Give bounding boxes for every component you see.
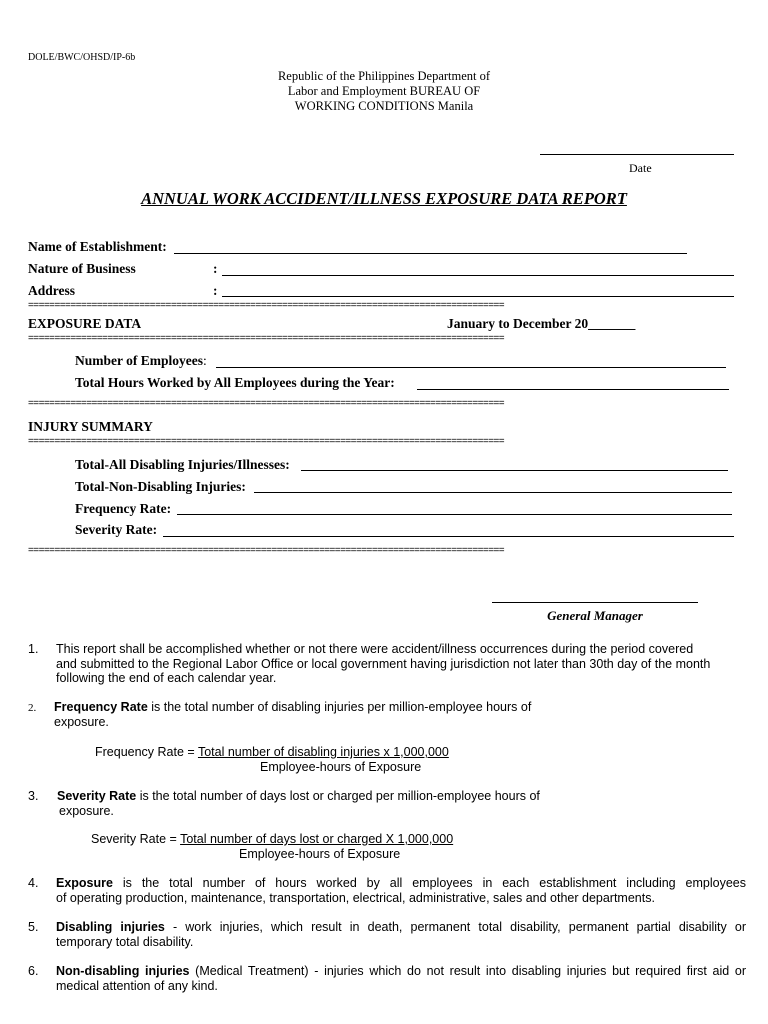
note-5-term: Disabling injuries — [56, 920, 165, 934]
note-6-number: 6. — [28, 964, 39, 978]
severity-formula-denominator: Employee-hours of Exposure — [239, 847, 401, 861]
note-4 — [56, 876, 746, 905]
note-3-number: 3. — [28, 789, 39, 803]
agency-line-2: Labor and Employment BUREAU OF — [287, 84, 481, 98]
frequency-rate-label: Frequency Rate: — [75, 501, 172, 516]
address-field[interactable] — [222, 296, 734, 297]
note-1-line-2: and submitted to the Regional Labor Office or local government having jurisdiction not later than 30th day of the month — [56, 656, 711, 671]
signature-field[interactable] — [492, 602, 698, 603]
injury-summary-heading: INJURY SUMMARY — [28, 419, 153, 434]
note-1-line-3: following the end of each calendar year. — [56, 671, 277, 685]
non-disabling-injuries-field[interactable] — [254, 492, 732, 493]
employees-colon: : — [203, 353, 207, 368]
note-4-term: Exposure — [56, 876, 113, 890]
note-3-term: Severity Rate — [57, 789, 137, 803]
note-6-term: Non-disabling injuries — [56, 964, 190, 978]
separator-line: ========================================================================================== — [28, 399, 505, 409]
employees-label-text: Number of Employees — [75, 353, 203, 368]
note-2-line-1: is the total number of disabling injuries per million-employee hours of — [147, 700, 532, 714]
note-5-line-1: - work injuries, which result in death, permanent total disability, permanent partial disability or — [164, 920, 746, 934]
date-label: Date — [629, 161, 652, 175]
note-1-line-1: This report shall be accomplished whether or not there were accident/illness occurrences during the period covered — [56, 642, 694, 656]
frequency-rate-field[interactable] — [177, 514, 732, 515]
note-2 — [54, 700, 654, 729]
non-disabling-injuries-label: Total-Non-Disabling Injuries: — [75, 479, 246, 494]
note-2-line-2: exposure. — [54, 714, 109, 729]
severity-rate-formula — [91, 832, 453, 847]
separator-line: ========================================================================================== — [28, 334, 505, 344]
nature-of-business-colon: : — [213, 261, 218, 276]
employees-label — [75, 353, 207, 369]
employees-field[interactable] — [216, 367, 726, 368]
note-4-line-2: of operating production, maintenance, transportation, electrical, administrative, sales and other departments. — [56, 890, 655, 905]
form-code: DOLE/BWC/OHSD/IP-6b — [28, 52, 136, 63]
date-field[interactable] — [540, 154, 734, 155]
separator-line: ========================================================================================== — [28, 546, 505, 556]
frequency-formula-numerator: Total number of disabling injuries x 1,000,000 — [197, 745, 449, 759]
severity-formula-prefix: Severity Rate = — [91, 832, 181, 846]
note-5-number: 5. — [28, 920, 39, 934]
note-2-number: 2. — [28, 702, 37, 714]
address-label: Address — [28, 283, 76, 298]
separator-line: ========================================================================================== — [28, 437, 505, 447]
severity-formula-numerator: Total number of days lost or charged X 1,000,000 — [180, 832, 454, 846]
frequency-rate-formula — [95, 745, 449, 760]
exposure-data-heading: EXPOSURE DATA — [28, 316, 142, 331]
establishment-name-field[interactable] — [174, 253, 687, 254]
note-5 — [56, 920, 746, 949]
total-hours-field[interactable] — [417, 389, 729, 390]
note-3-line-2: exposure. — [59, 803, 114, 818]
total-hours-label: Total Hours Worked by All Employees during the Year: — [75, 375, 395, 390]
agency-line-1: Republic of the Philippines Department of — [277, 69, 491, 83]
nature-of-business-label: Nature of Business — [28, 261, 136, 276]
note-6-line-2: medical attention of any kind. — [56, 978, 218, 993]
frequency-formula-denominator: Employee-hours of Exposure — [260, 760, 422, 774]
exposure-period: January to December 20_______ — [447, 316, 636, 331]
disabling-injuries-label: Total-All Disabling Injuries/Illnesses: — [75, 457, 290, 472]
establishment-name-label: Name of Establishment: — [28, 239, 167, 254]
note-3-line-1: is the total number of days lost or charged per million-employee hours of — [136, 789, 540, 803]
note-5-line-2: temporary total disability. — [56, 934, 194, 949]
note-1 — [56, 642, 746, 686]
address-colon: : — [213, 283, 218, 298]
agency-header — [250, 69, 518, 114]
severity-rate-label: Severity Rate: — [75, 522, 158, 537]
nature-of-business-field[interactable] — [222, 275, 734, 276]
note-3 — [57, 789, 657, 818]
separator-line: ========================================================================================== — [28, 301, 505, 311]
severity-rate-field[interactable] — [163, 536, 734, 537]
report-title: ANNUAL WORK ACCIDENT/ILLNESS EXPOSURE DATA REPORT — [141, 189, 627, 208]
note-4-line-1: is the total number of hours worked by all employees in each establishment including employees — [112, 876, 746, 890]
agency-line-3: WORKING CONDITIONS Manila — [294, 99, 474, 113]
note-4-number: 4. — [28, 876, 39, 890]
frequency-formula-prefix: Frequency Rate = — [95, 745, 198, 759]
general-manager-label: General Manager — [547, 608, 643, 623]
note-6-line-1: (Medical Treatment) - injuries which do not result into disabling injuries but required first aid or — [189, 964, 746, 978]
note-6 — [56, 964, 746, 993]
note-2-term: Frequency Rate — [54, 700, 148, 714]
disabling-injuries-field[interactable] — [301, 470, 728, 471]
note-1-number: 1. — [28, 642, 39, 656]
